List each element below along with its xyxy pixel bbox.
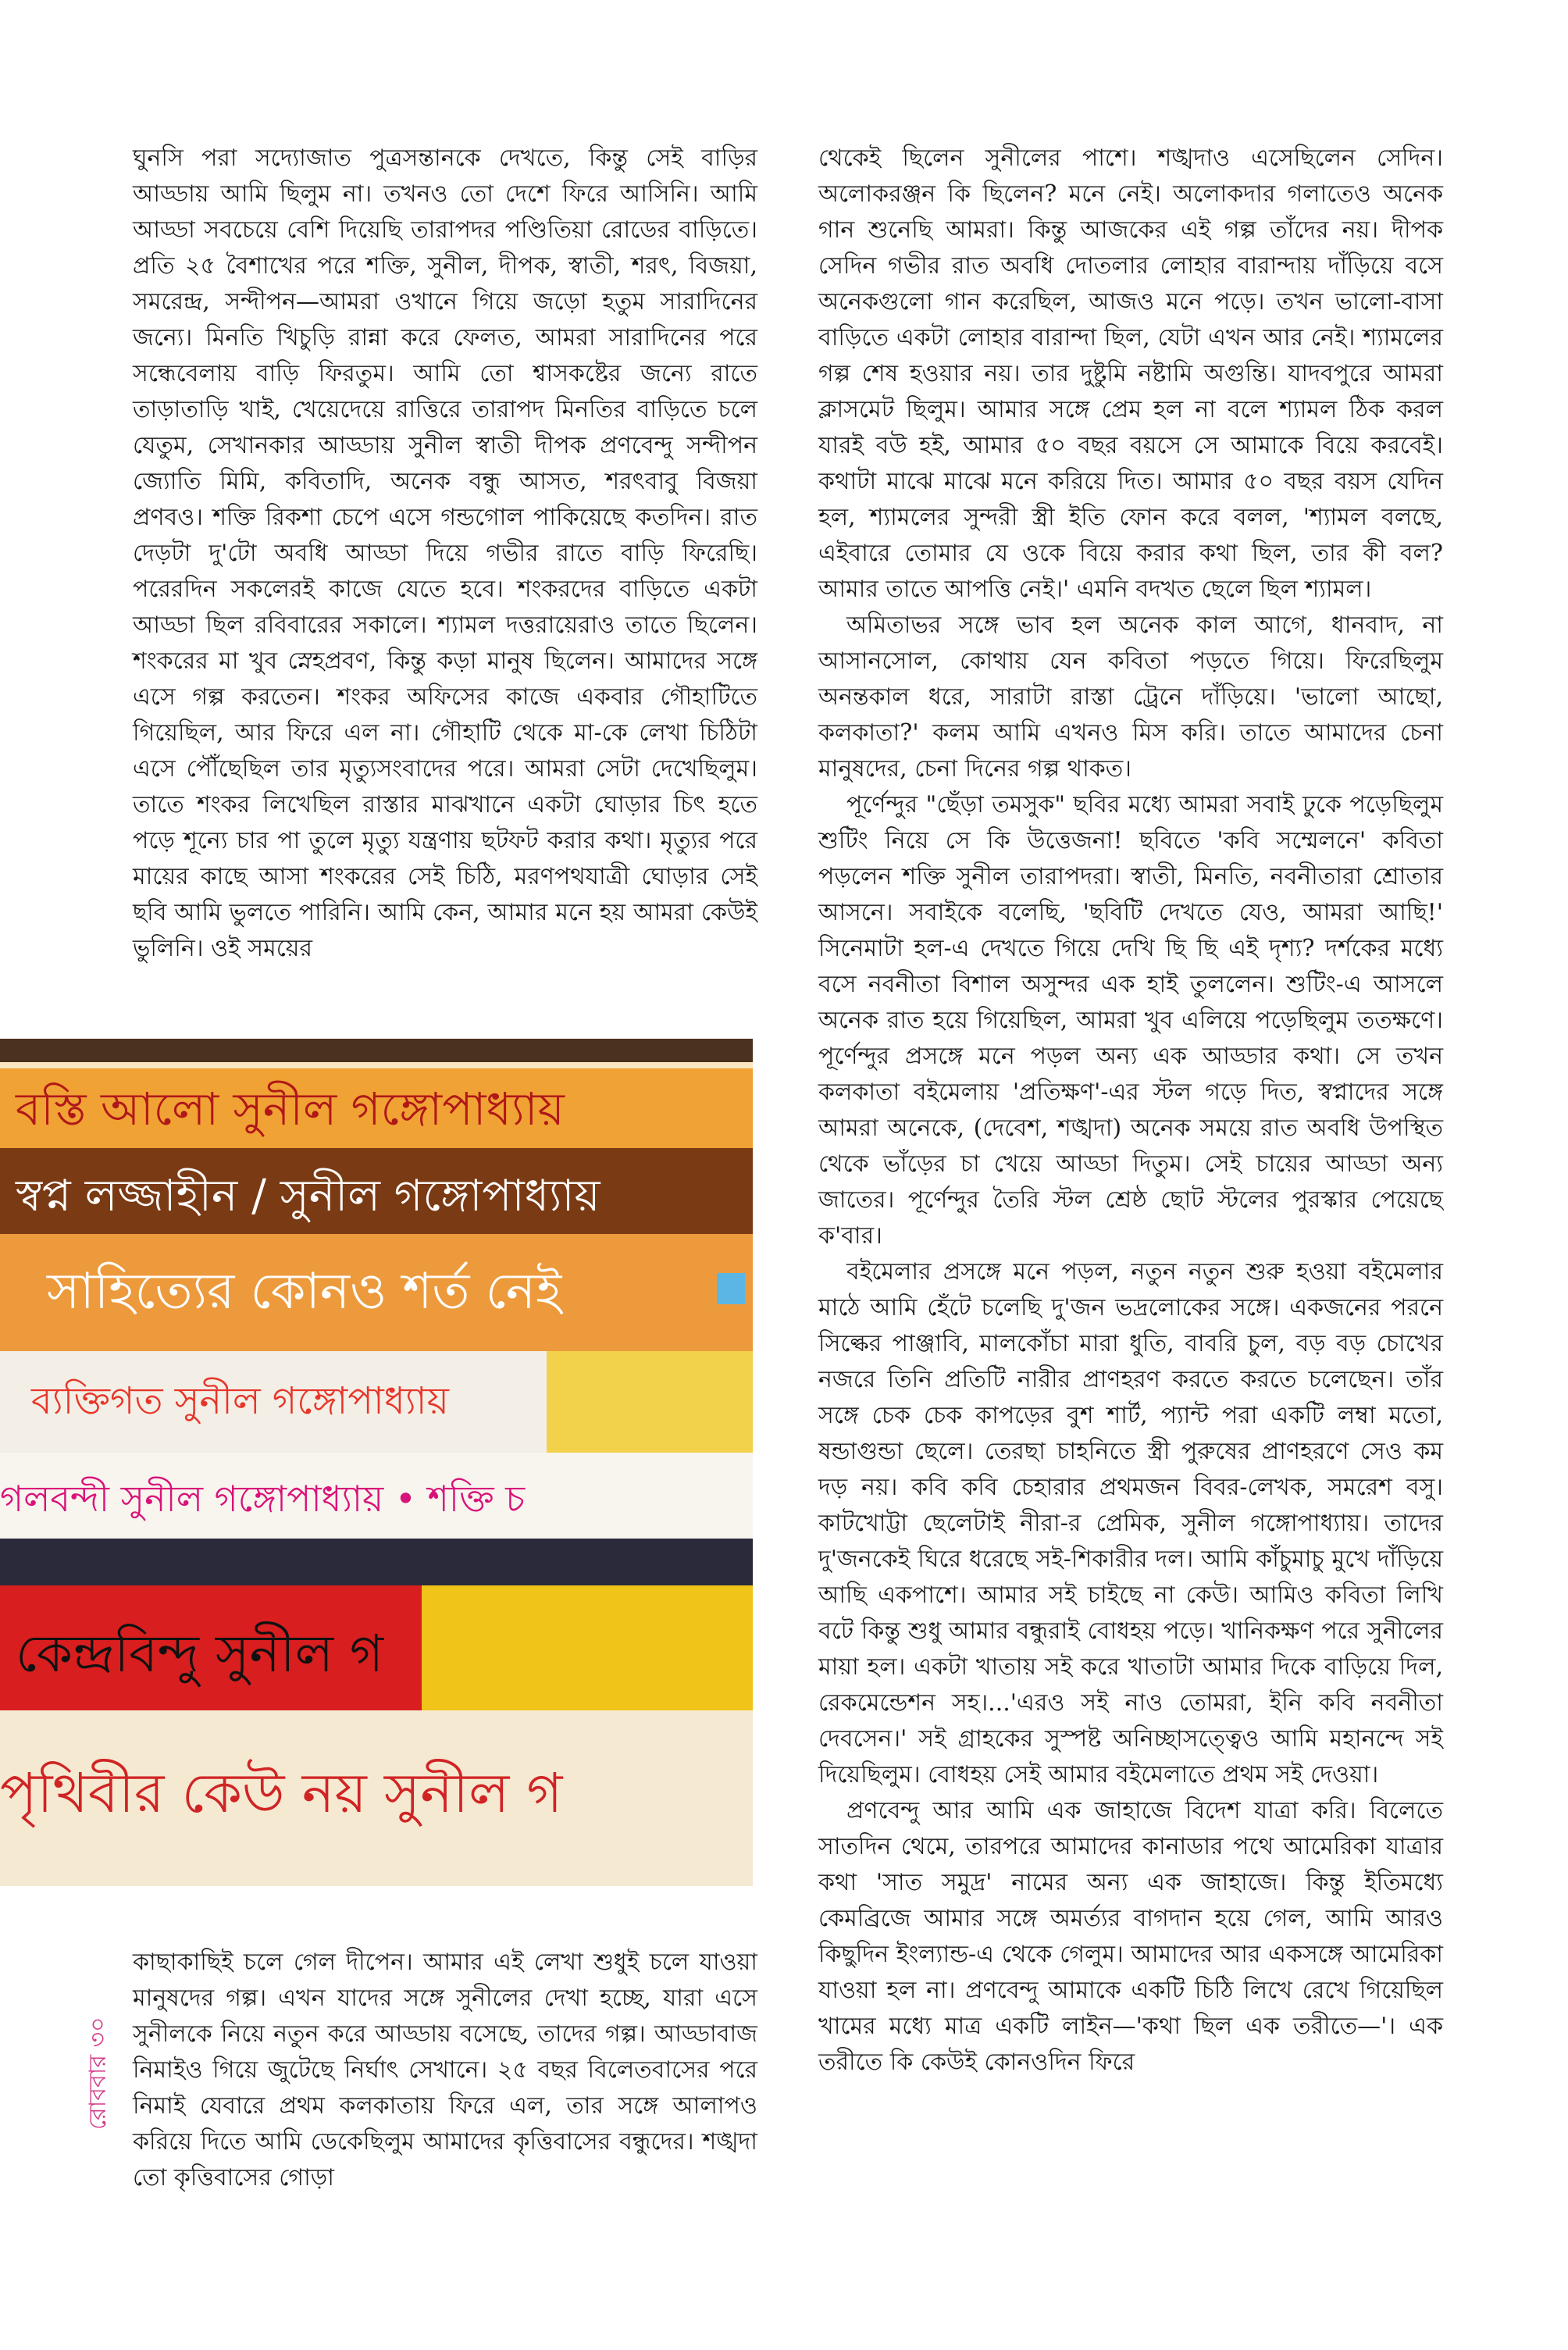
book-spine-6: কেন্দ্রবিন্দু সুনীল গ — [16, 1624, 384, 1684]
book-stack-photo — [0, 1039, 753, 1886]
book-spine-2: স্বপ্ন লজ্জাহীন / সুনীল গঙ্গোপাধ্যায় — [16, 1171, 600, 1221]
paragraph: ঘুনসি পরা সদ্যোজাত পুত্রসন্তানকে দেখতে, কিন্তু সেই বাড়ির আড্ডায় আমি ছিলুম না। তখনও তো দেশে ফিরে আসিনি। আমি আড্ডা সবচেয়ে বেশি দিয়েছি তারাপদর পণ্ডিতিয়া রোডের বাড়িতে। প্রতি ২৫ বৈশাখের পরে শক্তি, সুনীল, দীপক, স্বাতী, শরৎ, বিজয়া, সমরেন্দ্র, সন্দীপন—আমরা ওখানে গিয়ে জড়ো হতুম সারাদিনের জন্যে। মিনতি খিচুড়ি রান্না করে ফেলত, আমরা সারাদিনের পরে সন্ধেবেলায় বাড়ি ফিরতুম। আমি তো শ্বাসকষ্টের জন্যে রাতে তাড়াতাড়ি খাই, খেয়েদেয়ে রাত্তিরে তারাপদ মিনতির বাড়িতে চলে যেতুম, সেখানকার আড্ডায় সুনীল স্বাতী দীপক প্রণবেন্দু সন্দীপন জ্যোতি মিমি, কবিতাদি, অনেক বন্ধু আসত, শরৎবাবু বিজয়া প্রণবও। শক্তি রিকশা চেপে এসে গন্ডগোল পাকিয়েছে কতদিন। রাত দেড়টা দু'টো অবধি আড্ডা দিয়ে গভীর রাতে বাড়ি ফিরেছি। পরেরদিন সকলেরই কাজে যেতে হবে। শংকরদের বাড়িতে একটা আড্ডা ছিল রবিবারের সকালে। শ্যামল দত্তরায়েরাও তাতে ছিলেন। শংকরের মা খুব স্নেহপ্রবণ, কিন্তু কড়া মানুষ ছিলেন। আমাদের সঙ্গে এসে গল্প করতেন। শংকর অফিসের কাজে একবার গৌহাটিতে গিয়েছিল, আর ফিরে এল না। গৌহাটি থেকে মা-কে লেখা চিঠিটা এসে পৌঁছেছিল তার মৃত্যুসংবাদের পরে। আমরা সেটা দেখেছিলুম। তাতে শংকর লিখেছিল রাস্তার মাঝখানে একটা ঘোড়ার চিৎ হতে পড়ে শূন্যে চার পা তুলে মৃত্যু যন্ত্রণায় ছটফট করার কথা। মৃত্যুর পরে মায়ের কাছে আসা শংকরের সেই চিঠি, মরণপথযাত্রী ঘোড়ার সেই ছবি আমি ভুলতে পারিনি। আমি কেন, আমার মনে হয় আমরা কেউই ভুলিনি। ওই সময়ের — [133, 144, 757, 962]
magazine-page-tag: রোববার ৩০ — [84, 2017, 112, 2131]
article-column-left-top — [133, 141, 757, 967]
book-spine-5: গলবন্দী সুনীল গঙ্গোপাধ্যায় • শক্তি চ — [0, 1478, 526, 1520]
book-spine-4: ব্যক্তিগত সুনীল গঙ্গোপাধ্যায় — [31, 1379, 449, 1423]
paragraph: অমিতাভর সঙ্গে ভাব হল অনেক কাল আগে, ধানবাদ, না আসানসোল, কোথায় যেন কবিতা পড়তে গিয়ে। ফিরেছিলুম অনন্তকাল ধরে, সারাটা রাস্তা ট্রেনে দাঁড়িয়ে। 'ভালো আছো, কলকাতা?' কলম আমি এখনও মিস করি। তাতে আমাদের চেনা মানুষদের, চেনা দিনের গল্প থাকত। — [818, 612, 1443, 783]
paragraph: পূর্ণেন্দুর "ছেঁড়া তমসুক" ছবির মধ্যে আমরা সবাই ঢুকে পড়েছিলুম শুটিং নিয়ে সে কি উত্তেজনা! ছবিতে 'কবি সম্মেলনে' কবিতা পড়লেন শক্তি সুনীল তারাপদরা। স্বাতী, মিনতি, নবনীতারা শ্রোতার আসনে। সবাইকে বলেছি, 'ছবিটি দেখতে যেও, আমরা আছি!' সিনেমাটা হল-এ দেখতে গিয়ে দেখি ছি ছি এই দৃশ্য? দর্শকের মধ্যে বসে নবনীতা বিশাল অসুন্দর এক হাই তুললেন। শুটিং-এ আসলে অনেক রাত হয়ে গিয়েছিল, আমরা খুব এলিয়ে পড়েছিলুম ততক্ষণে। পূর্ণেন্দুর প্রসঙ্গে মনে পড়ল অন্য এক আড্ডার কথা। সে তখন কলকাতা বইমেলায় 'প্রতিক্ষণ'-এর স্টল গড়ে দিত, স্বপ্নাদের সঙ্গে আমরা অনেকে, (দেবেশ, শঙ্খদা) অনেক সময়ে রাত অবধি উপস্থিত থেকে ভাঁড়ের চা খেয়ে আড্ডা দিতুম। সেই চায়ের আড্ডা অন্য জাতের। পূর্ণেন্দুর তৈরি স্টল শ্রেষ্ঠ ছোট স্টলের পুরস্কার পেয়েছে ক'বার। — [818, 791, 1443, 1250]
book-spine-1: বস্তি আলো সুনীল গঙ্গোপাধ্যায় — [16, 1082, 565, 1136]
paragraph: প্রণবেন্দু আর আমি এক জাহাজে বিদেশ যাত্রা করি। বিলেতে সাতদিন থেমে, তারপরে আমাদের কানাডার পথে আমেরিকা যাত্রার কথা 'সাত সমুদ্র' নামের অন্য এক জাহাজে। কিন্তু ইতিমধ্যে কেমব্রিজে আমার সঙ্গে অমর্ত্যর বাগদান হয়ে গেল, আমি আরও কিছুদিন ইংল্যান্ড-এ থেকে গেলুম। আমাদের আর একসঙ্গে আমেরিকা যাওয়া হল না। প্রণবেন্দু আমাকে একটি চিঠি লিখে রেখে গিয়েছিল খামের মধ্যে মাত্র একটি লাইন—'কথা ছিল এক তরীতে—'। এক তরীতে কি কেউই কোনওদিন ফিরে — [818, 1797, 1443, 2076]
article-column-left-bottom — [133, 1945, 757, 2196]
paragraph: বইমেলার প্রসঙ্গে মনে পড়ল, নতুন নতুন শুরু হওয়া বইমেলার মাঠে আমি হেঁটে চলেছি দু'জন ভদ্রলোকের সঙ্গে। একজনের পরনে সিল্কের পাঞ্জাবি, মালকোঁচা মারা ধুতি, বাবরি চুল, বড় বড় চোখের নজরে তিনি প্রতিটি নারীর প্রাণহরণ করতে করতে চলেছেন। তাঁর সঙ্গে চেক চেক কাপড়ের বুশ শার্ট, প্যান্ট পরা একটি লম্বা মতো, ষন্ডাগুন্ডা ছেলে। তেরছা চাহনিতে স্ত্রী পুরুষের প্রাণহরণে সেও কম দড় নয়। কবি কবি চেহারার প্রথমজন বিবর-লেখক, সমরেশ বসু। কাটখোট্টা ছেলেটাই নীরা-র প্রেমিক, সুনীল গঙ্গোপাধ্যায়। তাদের দু'জনকেই ঘিরে ধরেছে সই-শিকারীর দল। আমি কাঁচুমাচু মুখে দাঁড়িয়ে আছি একপাশে। আমার সই চাইছে না কেউ। আমিও কবিতা লিখি বটে কিন্তু শুধু আমার বন্ধুরাই বোধহয় পড়ে। খানিকক্ষণ পরে সুনীলের মায়া হল। একটা খাতায় সই করে খাতাটা আমার দিকে বাড়িয়ে দিল, রেকমেন্ডেশন সহ।...'এরও সই নাও তোমরা, ইনি কবি নবনীতা দেবসেন।' সই গ্রাহকের সুস্পষ্ট অনিচ্ছাসত্ত্বেও আমি মহানন্দে সই দিয়েছিলুম। বোধহয় সেই আমার বইমেলাতে প্রথম সই দেওয়া। — [818, 1258, 1443, 1788]
book-spine-3: সাহিত্যের কোনও শর্ত নেই — [47, 1263, 562, 1321]
paragraph: কাছাকাছিই চলে গেল দীপেন। আমার এই লেখা শুধুই চলে যাওয়া মানুষদের গল্প। এখন যাদের সঙ্গে সুনীলের দেখা হচ্ছে, যারা এসে সুনীলকে নিয়ে নতুন করে আড্ডায় বসেছে, তাদের গল্প। আড্ডাবাজ নিমাইও গিয়ে জুটেছে নির্ঘাৎ সেখানে। ২৫ বছর বিলেতবাসের পরে নিমাই যেবারে প্রথম কলকাতায় ফিরে এল, তার সঙ্গে আলাপও করিয়ে দিতে আমি ডেকেছিলুম আমাদের কৃত্তিবাসের বন্ধুদের। শঙ্খদা তো কৃত্তিবাসের গোড়া — [133, 1949, 757, 2191]
paragraph: থেকেই ছিলেন সুনীলের পাশে। শঙ্খদাও এসেছিলেন সেদিন। অলোকরঞ্জন কি ছিলেন? মনে নেই। অলোকদার গলাতেও অনেক গান শুনেছি আমরা। কিন্তু আজকের এই গল্প তাঁদের নয়। দীপক সেদিন গভীর রাত অবধি দোতলার লোহার বারান্দায় দাঁড়িয়ে বসে অনেকগুলো গান করেছিল, আজও মনে পড়ে। তখন ভালো-বাসা বাড়িতে একটা লোহার বারান্দা ছিল, যেটা এখন আর নেই। শ্যামলের গল্প শেষ হওয়ার নয়। তার দুষ্টুমি নষ্টামি অগুন্তি। যাদবপুরে আমরা ক্লাসমেট ছিলুম। আমার সঙ্গে প্রেম হল না বলে শ্যামল ঠিক করল যারই বউ হই, আমার ৫০ বছর বয়সে সে আমাকে বিয়ে করবেই। কথাটা মাঝে মাঝে মনে করিয়ে দিত। আমার ৫০ বছর বয়স যেদিন হল, শ্যামলের সুন্দরী স্ত্রী ইতি ফোন করে বলল, 'শ্যামল বলছে, এইবারে তোমার যে ওকে বিয়ে করার কথা ছিল, তার কী বল? আমার তাতে আপত্তি নেই।' এমনি বদখত ছেলে ছিল শ্যামল। — [818, 144, 1443, 603]
article-column-right — [818, 141, 1443, 2081]
book-spine-7: পৃথিবীর কেউ নয় সুনীল গ — [0, 1761, 563, 1825]
